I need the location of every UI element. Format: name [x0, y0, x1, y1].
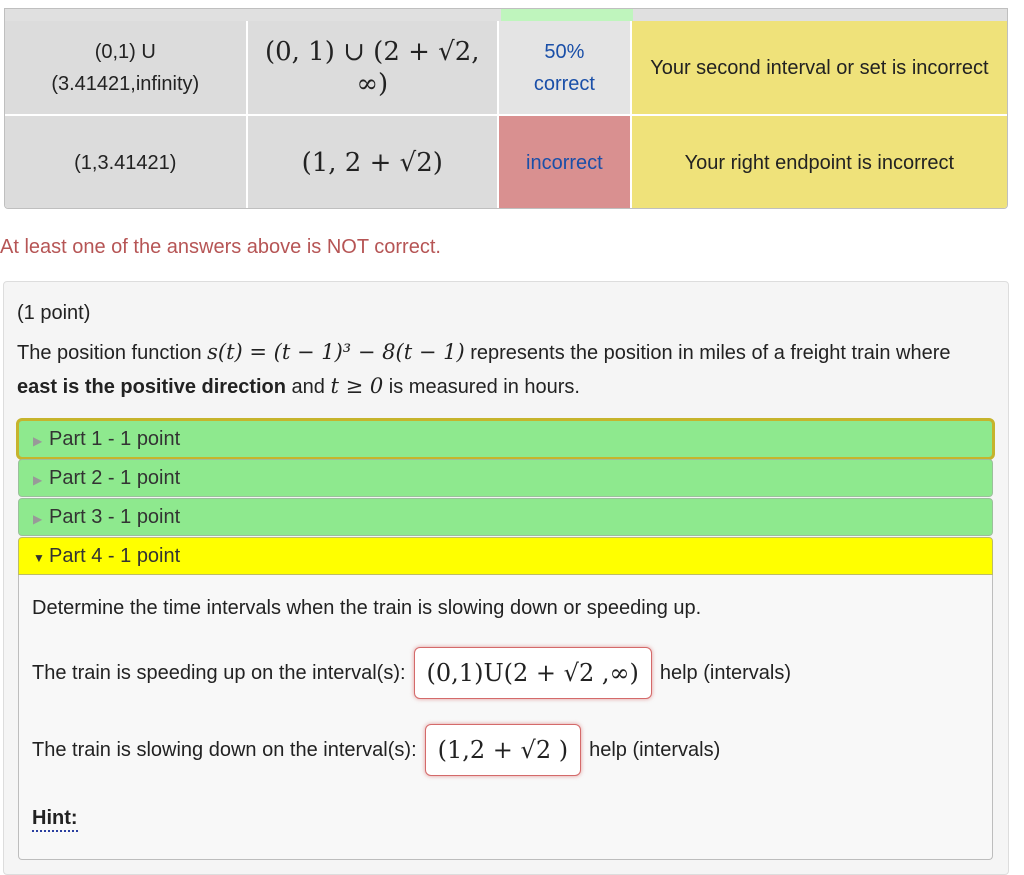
- caret-down-icon: ▼: [33, 551, 45, 565]
- incorrect-warning: At least one of the answers above is NOT correct.: [0, 236, 441, 258]
- problem-container: [3, 281, 1009, 875]
- problem-points: (1 point): [17, 302, 91, 324]
- answer-preview-cell: (0, 1) ∪ (2 + √2, ∞): [248, 21, 500, 114]
- result-line1: 50%: [544, 40, 585, 63]
- entered-answer-line1: (0,1) U: [94, 40, 156, 63]
- speeding-up-label: The train is speeding up on the interval(s):: [32, 661, 406, 684]
- part-label: Part 2 - 1 point: [49, 467, 181, 489]
- caret-right-icon: ▶: [33, 434, 43, 448]
- part-2-header[interactable]: [18, 459, 993, 497]
- results-table: [4, 8, 1008, 209]
- time-condition-math: t ≥ 0: [330, 374, 384, 398]
- caret-right-icon: ▶: [33, 512, 43, 526]
- help-intervals-link[interactable]: help (intervals): [659, 661, 792, 684]
- speeding-up-row: [32, 647, 791, 699]
- message-cell: Your right endpoint is incorrect: [632, 116, 1007, 209]
- entered-answer-cell: (1,3.41421): [5, 116, 248, 209]
- part-label: Part 1 - 1 point: [49, 428, 181, 450]
- hint-link[interactable]: Hint:: [32, 807, 78, 832]
- position-function-math: s(t) = (t − 1)³ − 8(t − 1): [207, 340, 465, 364]
- result-line2: correct: [533, 72, 595, 95]
- problem-statement: The position function s(t) = (t − 1)³ − 8(t − 1) represents the position in miles of a freight train where east is the positive direction and t ≥ 0 is measured in hours.: [17, 340, 951, 398]
- slowing-down-answer-field[interactable]: (1,2 + √2 ): [425, 724, 581, 776]
- caret-right-icon: ▶: [33, 473, 43, 487]
- slowing-down-row: [32, 724, 720, 776]
- message-cell: Your second interval or set is incorrect: [632, 21, 1007, 114]
- part-label: Part 4 - 1 point: [49, 545, 181, 567]
- previous-row-strip: [5, 9, 1007, 21]
- slowing-down-label: The train is slowing down on the interval(s):: [32, 738, 417, 761]
- result-cell: incorrect: [499, 116, 632, 209]
- part-instruction: Determine the time intervals when the train is slowing down or speeding up.: [32, 597, 702, 619]
- table-row: [5, 116, 1007, 209]
- part-3-header[interactable]: [18, 498, 993, 536]
- entered-answer-line2: (3.41421,infinity): [51, 72, 200, 95]
- part-4-body: [18, 575, 993, 860]
- part-4-header[interactable]: [18, 537, 993, 575]
- entered-answer-cell: [5, 21, 248, 114]
- emphasis-text: east is the positive direction: [17, 376, 286, 398]
- result-cell: [499, 21, 632, 114]
- part-label: Part 3 - 1 point: [49, 506, 181, 528]
- part-1-header[interactable]: [18, 420, 993, 458]
- speeding-up-answer-field[interactable]: (0,1)U(2 + √2 ,∞): [414, 647, 652, 699]
- help-intervals-link[interactable]: help (intervals): [589, 738, 721, 761]
- table-row: [5, 21, 1007, 114]
- answer-preview-cell: (1, 2 + √2): [248, 116, 500, 209]
